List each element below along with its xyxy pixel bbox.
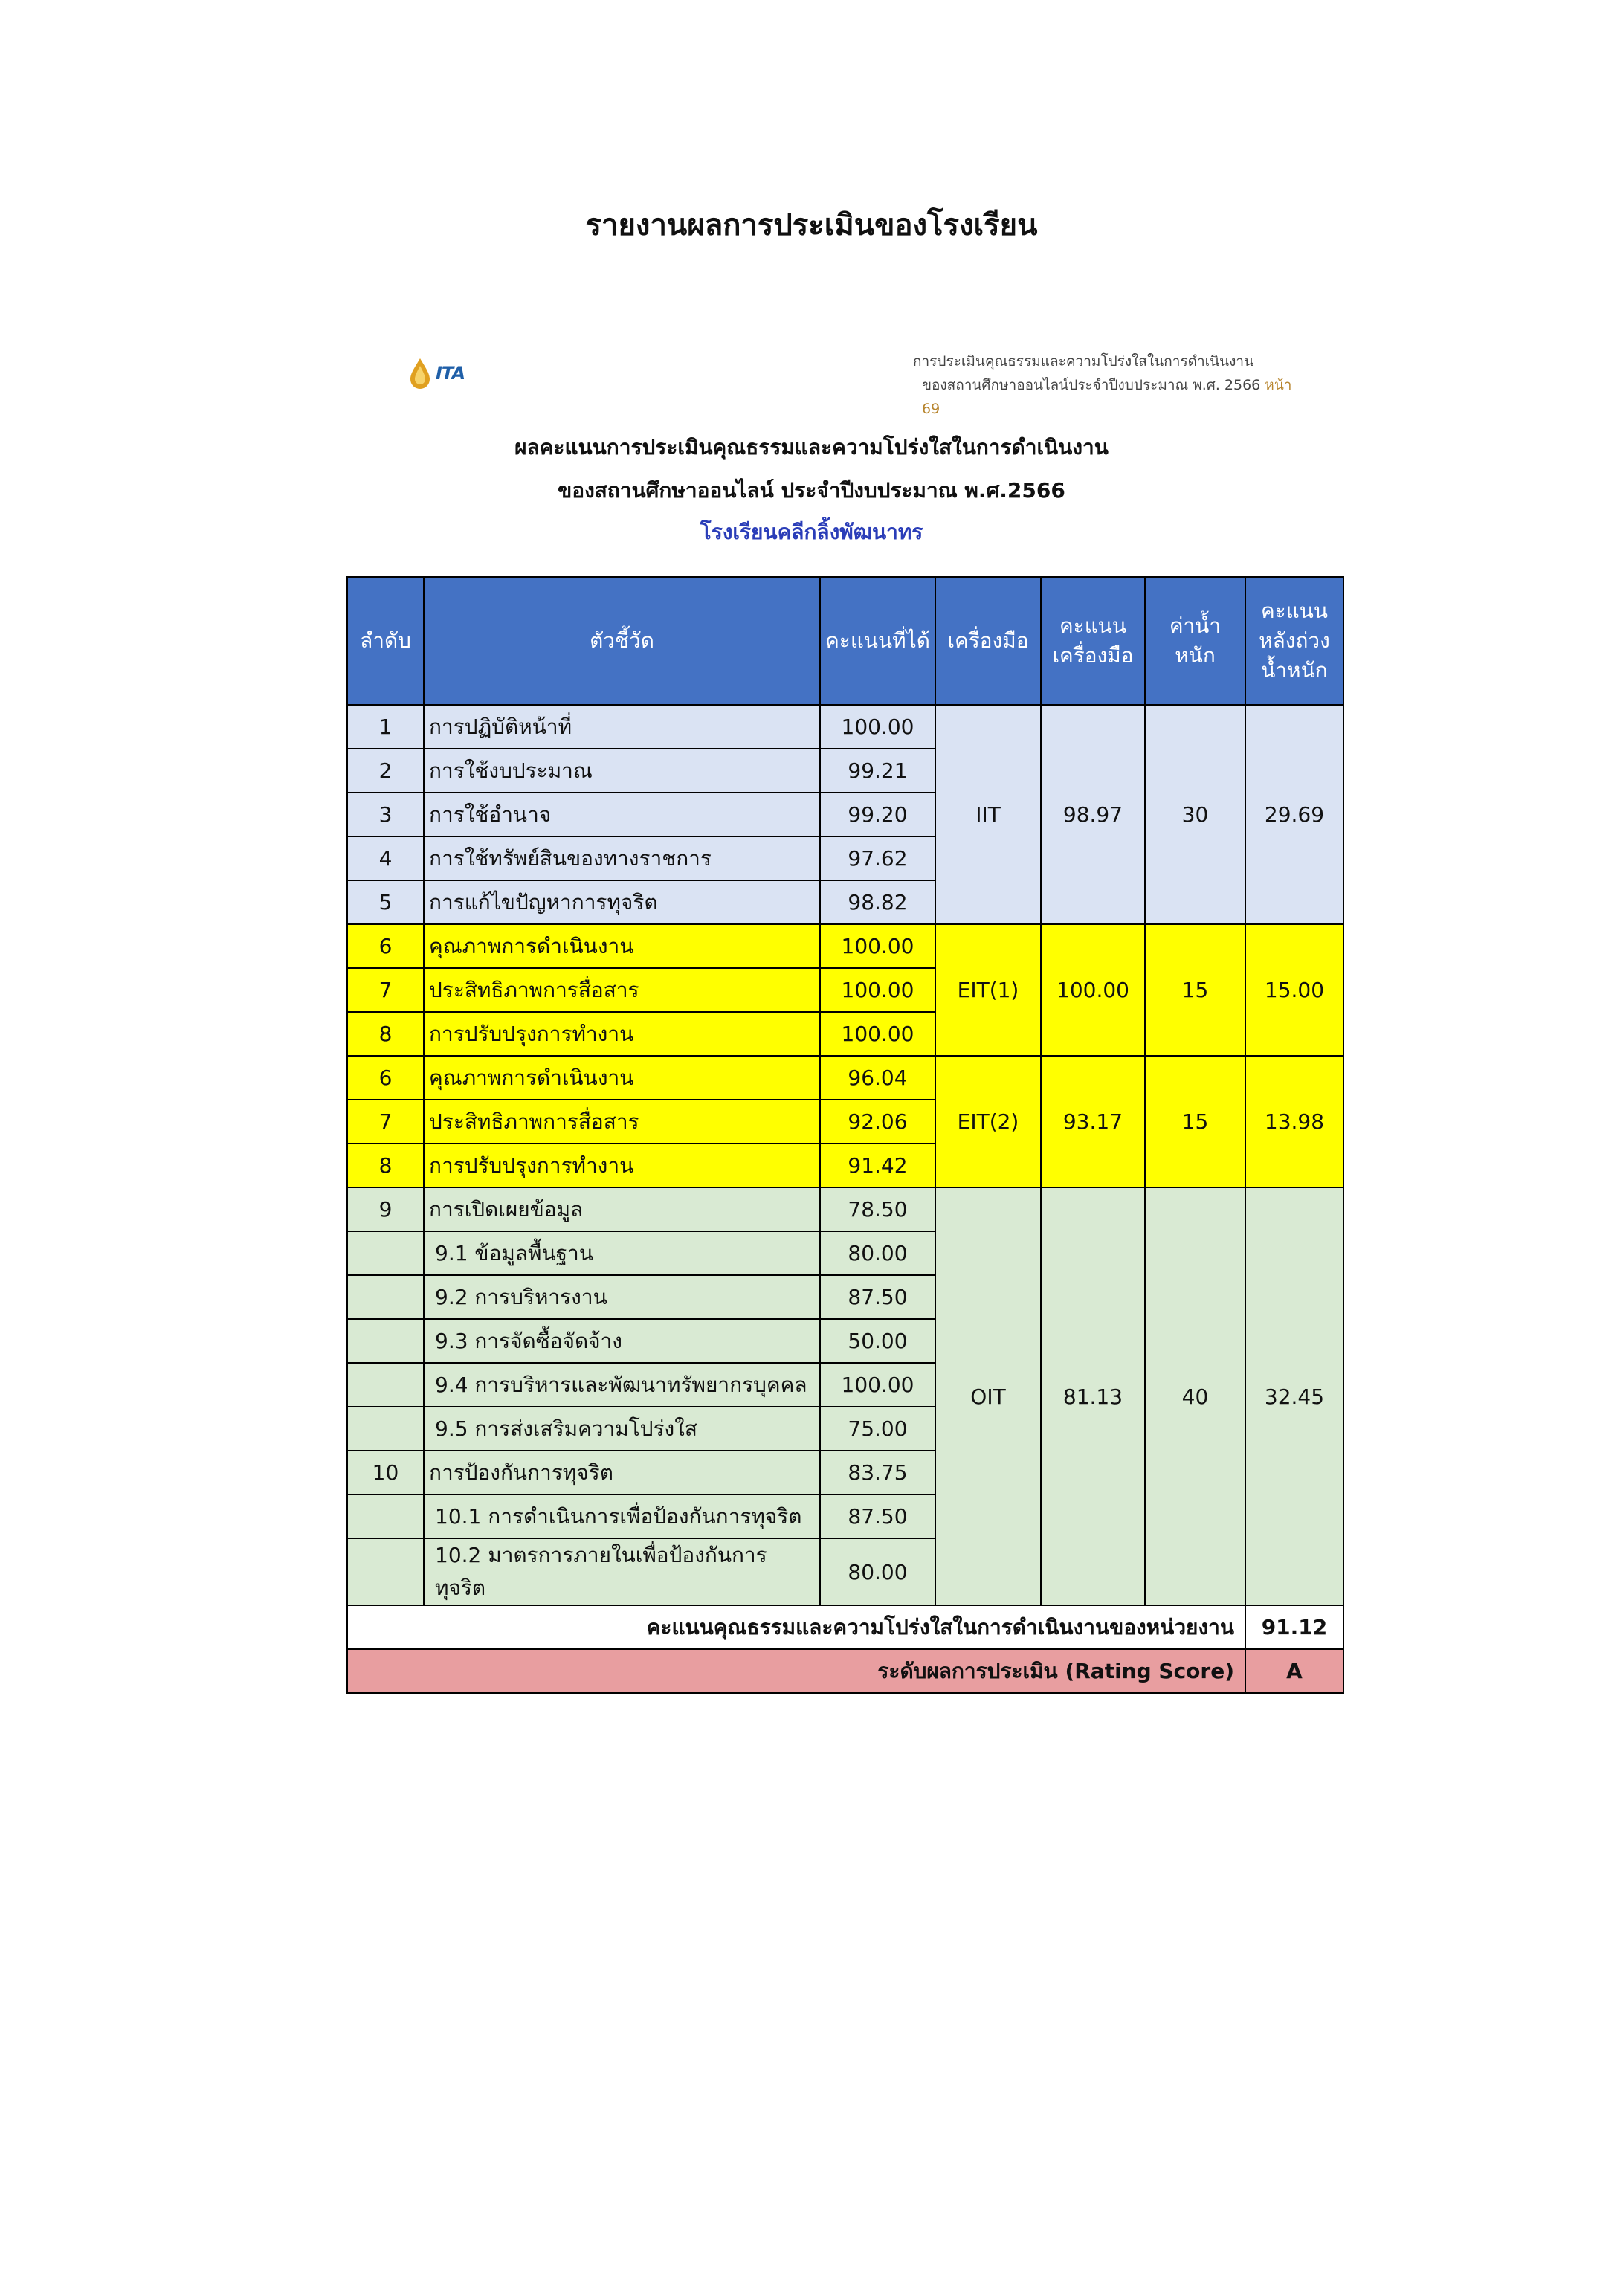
group-tool-score: 100.00 <box>1041 924 1145 1056</box>
row-indicator: การใช้งบประมาณ <box>424 749 820 793</box>
group-weighted: 13.98 <box>1245 1056 1343 1187</box>
row-score: 75.00 <box>820 1407 935 1451</box>
row-score: 99.20 <box>820 793 935 836</box>
row-score: 96.04 <box>820 1056 935 1100</box>
row-indicator: 9.4 การบริหารและพัฒนาทรัพยากรบุคคล <box>424 1363 820 1407</box>
row-order <box>347 1363 424 1407</box>
row-indicator: การปฏิบัติหน้าที่ <box>424 705 820 749</box>
row-order: 5 <box>347 880 424 924</box>
group-weighted: 15.00 <box>1245 924 1343 1056</box>
header-note-line2: ของสถานศึกษาออนไลน์ประจำปีงบประมาณ พ.ศ. 2566 หน้า 69 <box>922 377 1292 417</box>
score-table <box>346 576 1344 1694</box>
table-row <box>347 705 1343 749</box>
col-tool-score: คะแนนเครื่องมือ <box>1041 577 1145 705</box>
col-tool: เครื่องมือ <box>935 577 1041 705</box>
row-score: 100.00 <box>820 1012 935 1056</box>
header-note <box>913 349 1300 421</box>
row-score: 100.00 <box>820 924 935 968</box>
row-order <box>347 1407 424 1451</box>
row-order: 2 <box>347 749 424 793</box>
table-row <box>347 924 1343 968</box>
row-order: 6 <box>347 924 424 968</box>
logo-text: ITA <box>436 363 465 384</box>
page-number: หน้า 69 <box>922 377 1292 417</box>
row-indicator: การใช้อำนาจ <box>424 793 820 836</box>
row-score: 78.50 <box>820 1187 935 1231</box>
row-score: 100.00 <box>820 705 935 749</box>
row-score: 100.00 <box>820 968 935 1012</box>
table-row <box>347 1056 1343 1100</box>
group-weight: 40 <box>1145 1187 1245 1605</box>
row-indicator: การแก้ไขปัญหาการทุจริต <box>424 880 820 924</box>
subtitle-line1: ผลคะแนนการประเมินคุณธรรมและความโปร่งใสในการดำเนินงาน <box>514 435 1109 459</box>
group-tool: EIT(1) <box>935 924 1041 1056</box>
rating-score-row <box>347 1649 1343 1693</box>
row-order: 4 <box>347 836 424 880</box>
group-weighted: 32.45 <box>1245 1187 1343 1605</box>
row-score: 87.50 <box>820 1494 935 1538</box>
group-tool-score: 81.13 <box>1041 1187 1145 1605</box>
table-row <box>347 1187 1343 1231</box>
row-score: 98.82 <box>820 880 935 924</box>
row-indicator: การปรับปรุงการทำงาน <box>424 1144 820 1187</box>
row-score: 87.50 <box>820 1275 935 1319</box>
row-indicator: 9.5 การส่งเสริมความโปร่งใส <box>424 1407 820 1451</box>
row-order: 6 <box>347 1056 424 1100</box>
group-weight: 15 <box>1145 924 1245 1056</box>
row-indicator: การใช้ทรัพย์สินของทางราชการ <box>424 836 820 880</box>
row-score: 100.00 <box>820 1363 935 1407</box>
col-weighted: คะแนนหลังถ่วงน้ำหนัก <box>1245 577 1343 705</box>
row-indicator: 9.3 การจัดซื้อจัดจ้าง <box>424 1319 820 1363</box>
rating-score-value: A <box>1245 1649 1343 1693</box>
total-score-value: 91.12 <box>1245 1605 1343 1649</box>
total-score-label: คะแนนคุณธรรมและความโปร่งใสในการดำเนินงานของหน่วยงาน <box>347 1605 1245 1649</box>
table-header-row <box>347 577 1343 705</box>
col-indicator: ตัวชี้วัด <box>424 577 820 705</box>
rating-score-label: ระดับผลการประเมิน (Rating Score) <box>347 1649 1245 1693</box>
group-weight: 15 <box>1145 1056 1245 1187</box>
row-score: 97.62 <box>820 836 935 880</box>
group-tool-score: 93.17 <box>1041 1056 1145 1187</box>
row-order <box>347 1275 424 1319</box>
row-score: 92.06 <box>820 1100 935 1144</box>
table-body <box>347 705 1343 1693</box>
col-order: ลำดับ <box>347 577 424 705</box>
row-order <box>347 1494 424 1538</box>
row-indicator: 10.1 การดำเนินการเพื่อป้องกันการทุจริต <box>424 1494 820 1538</box>
row-order: 8 <box>347 1012 424 1056</box>
row-order <box>347 1319 424 1363</box>
group-tool: OIT <box>935 1187 1041 1605</box>
row-order: 3 <box>347 793 424 836</box>
subtitle-line2: ของสถานศึกษาออนไลน์ ประจำปีงบประมาณ พ.ศ.2566 <box>558 478 1065 503</box>
row-order: 1 <box>347 705 424 749</box>
row-score: 50.00 <box>820 1319 935 1363</box>
row-indicator: การเปิดเผยข้อมูล <box>424 1187 820 1231</box>
row-score: 80.00 <box>820 1538 935 1605</box>
row-indicator: การปรับปรุงการทำงาน <box>424 1012 820 1056</box>
row-order: 7 <box>347 1100 424 1144</box>
ita-logo <box>407 355 465 391</box>
page-title: รายงานผลการประเมินของโรงเรียน <box>585 208 1038 242</box>
row-indicator: ประสิทธิภาพการสื่อสาร <box>424 968 820 1012</box>
group-tool: EIT(2) <box>935 1056 1041 1187</box>
row-order: 7 <box>347 968 424 1012</box>
header-note-line1: การประเมินคุณธรรมและความโปร่งใสในการดำเนินงาน <box>913 353 1254 370</box>
school-name: โรงเรียนคลีกลิ้งพัฒนาทร <box>700 520 923 544</box>
row-indicator: การป้องกันการทุจริต <box>424 1451 820 1494</box>
row-order: 8 <box>347 1144 424 1187</box>
row-order: 10 <box>347 1451 424 1494</box>
row-score: 80.00 <box>820 1231 935 1275</box>
group-weighted: 29.69 <box>1245 705 1343 924</box>
group-weight: 30 <box>1145 705 1245 924</box>
group-tool: IIT <box>935 705 1041 924</box>
row-indicator: ประสิทธิภาพการสื่อสาร <box>424 1100 820 1144</box>
row-indicator: คุณภาพการดำเนินงาน <box>424 924 820 968</box>
row-indicator: 9.2 การบริหารงาน <box>424 1275 820 1319</box>
droplet-icon <box>407 357 433 390</box>
row-score: 99.21 <box>820 749 935 793</box>
row-indicator: 9.1 ข้อมูลพื้นฐาน <box>424 1231 820 1275</box>
group-tool-score: 98.97 <box>1041 705 1145 924</box>
col-weight: ค่าน้ำหนัก <box>1145 577 1245 705</box>
row-score: 91.42 <box>820 1144 935 1187</box>
row-order <box>347 1538 424 1605</box>
total-score-row <box>347 1605 1343 1649</box>
row-order <box>347 1231 424 1275</box>
row-indicator: 10.2 มาตรการภายในเพื่อป้องกันการทุจริต <box>424 1538 820 1605</box>
row-score: 83.75 <box>820 1451 935 1494</box>
row-order: 9 <box>347 1187 424 1231</box>
col-score: คะแนนที่ได้ <box>820 577 935 705</box>
row-indicator: คุณภาพการดำเนินงาน <box>424 1056 820 1100</box>
